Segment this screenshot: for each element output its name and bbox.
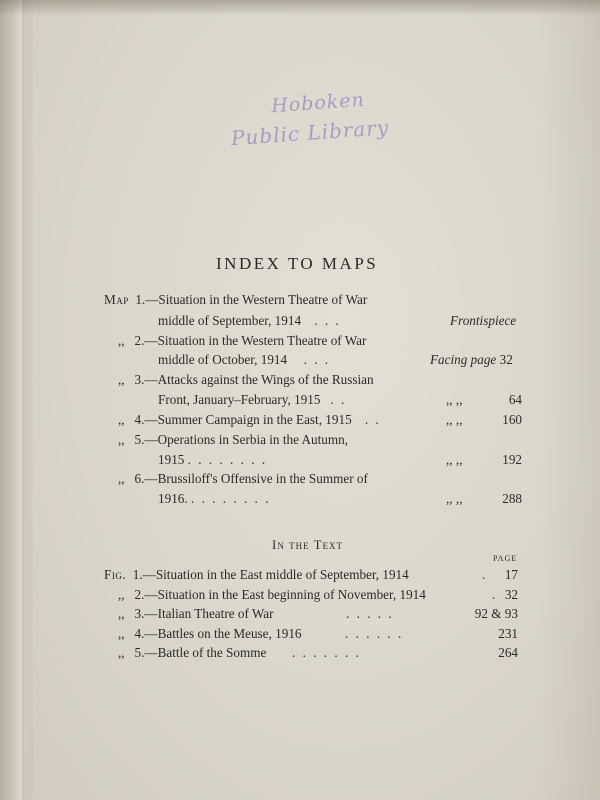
entry-text: middle of September, 1914 [158, 313, 302, 328]
library-stamp [230, 87, 402, 178]
entry-text: —Attacks against the Wings of the Russian [144, 372, 374, 387]
fig-entry-5-page: 264 [498, 645, 518, 660]
entry-number: 5. [134, 432, 145, 447]
ditto-mark: ,, [118, 333, 125, 348]
map-entry-1-line-2 [158, 313, 341, 329]
entry-text: 1916. [158, 491, 188, 506]
map-entry-5-page: 192 [502, 452, 522, 467]
leader-dots: . . [330, 392, 347, 407]
entry-number: 2. [134, 333, 145, 348]
map-entry-6-ref: ,, ,, [446, 491, 463, 506]
map-entry-1-line-1 [104, 292, 367, 308]
entry-number: 4. [134, 412, 145, 427]
map-entry-1-ref: Frontispiece [450, 313, 517, 328]
leader-dots: . . [364, 412, 381, 427]
entry-number: 2. [134, 587, 145, 602]
fig-entry-1 [104, 567, 409, 583]
ditto-mark: ,, [118, 645, 125, 660]
map-entry-5-line-1 [118, 432, 348, 448]
page-title: INDEX TO MAPS [216, 254, 379, 273]
page-column-label: PAGE [493, 554, 518, 563]
fig-entry-1-page: 17 [504, 567, 518, 582]
facing-page-label: Facing page [430, 352, 497, 367]
entry-text: —Summer Campaign in the East, 1915 [144, 412, 352, 427]
ditto-mark: ,, [118, 372, 125, 387]
map-entry-3-ref: ,, ,, [446, 392, 463, 407]
page-shade [540, 0, 600, 800]
ditto-mark: ,, [118, 432, 125, 447]
entry-text: —Situation in the East middle of September, 1914 [142, 567, 409, 582]
leader-dots: . . . [303, 352, 331, 367]
map-entry-6-page: 288 [502, 491, 522, 506]
entry-text: —Battle of the Somme [144, 645, 267, 660]
section-heading-in-the-text: In the Text [272, 537, 344, 552]
map-entry-2-line-1 [118, 333, 366, 349]
fig-entry-5 [118, 645, 266, 661]
leader-dots: . . . . . . . . [190, 491, 271, 506]
fig-entry-2-dots: . [492, 587, 496, 602]
entry-text: —Brussiloff's Offensive in the Summer of [144, 471, 368, 486]
map-entry-4-page: 160 [502, 412, 522, 427]
map-entry-6-line-1 [118, 471, 368, 487]
fig-entry-4-dots: . . . . . . [345, 626, 404, 641]
ditto-mark: ,, [118, 412, 125, 427]
fig-label: Fig. [104, 567, 127, 582]
entry-text: —Situation in the East beginning of November, 1914 [144, 587, 426, 602]
entry-number: 1. [132, 567, 143, 582]
fig-entry-3-page: 92 & 93 [474, 606, 518, 621]
entry-text: Front, January–February, 1915 [158, 392, 321, 407]
entry-text: —Operations in Serbia in the Autumn, [144, 432, 349, 447]
ditto-mark: ,, [118, 587, 125, 602]
entry-text: —Battles on the Meuse, 1916 [144, 626, 302, 641]
map-entry-6-line-2 [158, 491, 270, 507]
page-edge [22, 0, 34, 800]
ditto-mark: ,, [118, 606, 125, 621]
entry-text: —Italian Theatre of War [144, 606, 274, 621]
fig-entry-3-dots: . . . . . [346, 606, 394, 621]
map-entry-5-ref: ,, ,, [446, 452, 463, 467]
entry-number: 6. [134, 471, 145, 486]
map-entry-2-ref [430, 352, 513, 368]
map-entry-3-page: 64 [508, 392, 522, 407]
page-number: 32 [499, 352, 513, 367]
ditto-mark: ,, [118, 471, 125, 486]
entry-number: 3. [134, 606, 145, 621]
entry-number: 3. [134, 372, 145, 387]
entry-text: —Situation in the Western Theatre of War [144, 333, 367, 348]
entry-text: middle of October, 1914 [158, 352, 288, 367]
fig-entry-4 [118, 626, 302, 642]
fig-entry-4-page: 231 [498, 626, 518, 641]
map-entry-3-line-2 [158, 392, 346, 408]
entry-number: 5. [134, 645, 145, 660]
leader-dots: . . . [314, 313, 341, 328]
fig-entry-1-dots: . [482, 567, 486, 582]
map-entry-4-ref: ,, ,, [446, 412, 463, 427]
stamp-line-1: Hoboken [270, 88, 366, 118]
entry-number: 1. [135, 292, 146, 307]
ditto-mark: ,, [118, 626, 125, 641]
fig-entry-3 [118, 606, 274, 622]
top-shadow [0, 0, 600, 16]
map-entry-4-line-1 [118, 412, 381, 428]
fig-entry-2-page: 32 [504, 587, 518, 602]
map-entry-2-line-2 [158, 352, 330, 368]
map-entry-5-line-2 [158, 452, 267, 468]
stamp-line-2: Public Library [230, 115, 390, 151]
leader-dots: . . . . . . . . [187, 452, 268, 467]
entry-text: 1915 [158, 452, 185, 467]
entry-text: —Situation in the Western Theatre of War [145, 292, 368, 307]
fig-entry-2 [118, 587, 426, 603]
map-label: Map [104, 292, 129, 307]
fig-entry-5-dots: . . . . . . . [292, 645, 361, 660]
map-entry-3-line-1 [118, 372, 374, 388]
entry-number: 4. [134, 626, 145, 641]
